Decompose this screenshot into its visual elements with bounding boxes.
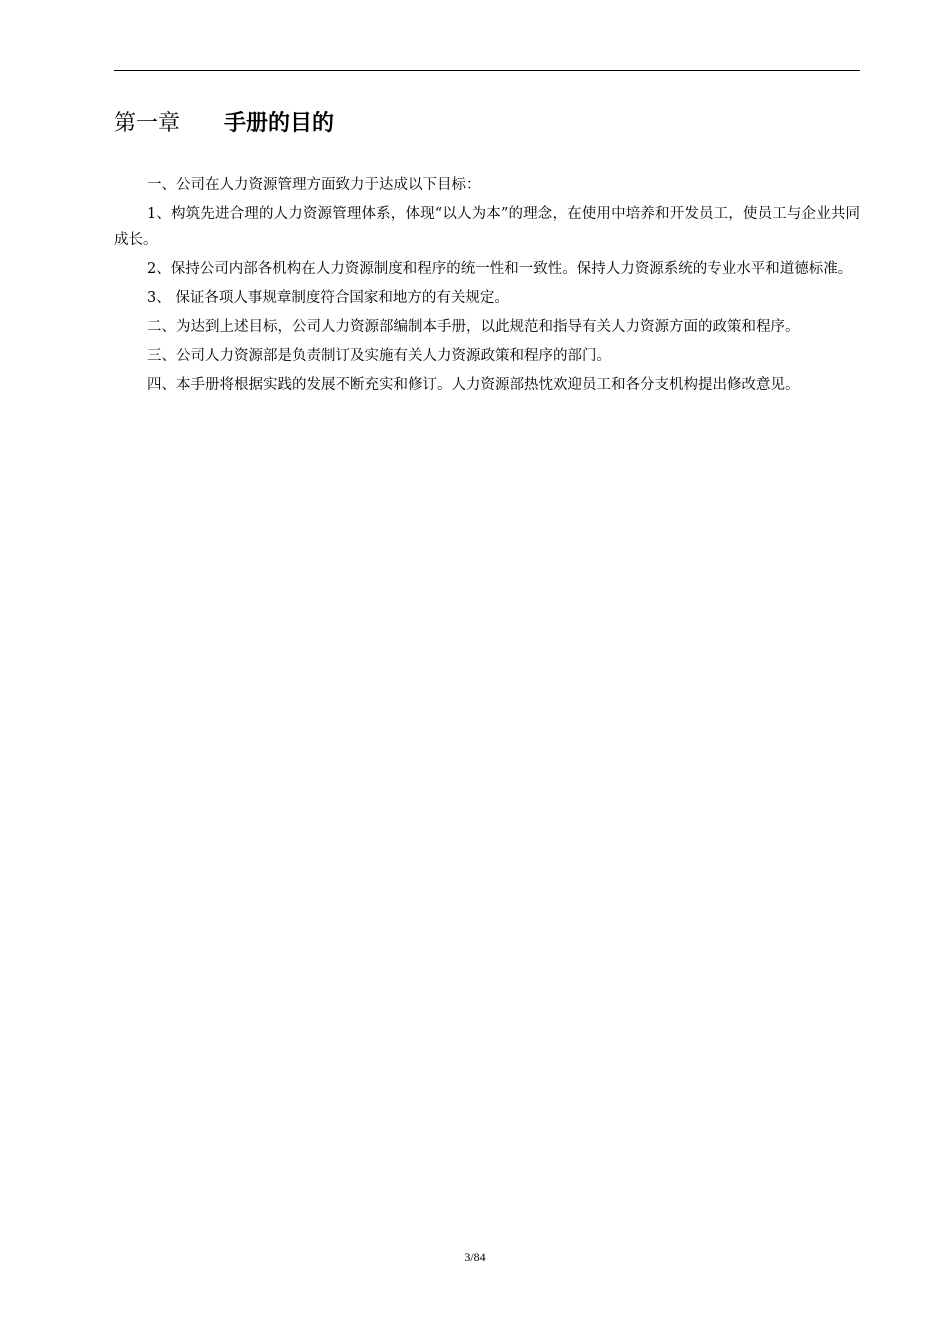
page-number: 3/84 bbox=[464, 1250, 486, 1264]
chapter-heading bbox=[114, 108, 334, 140]
paragraph-goal-1: 1、构筑先进合理的人力资源管理体系，体现“以人为本”的理念，在使用中培养和开发员工，使员工与企业共同成长。 bbox=[114, 206, 860, 248]
header-divider-line bbox=[114, 70, 860, 71]
paragraph-hr-responsibility: 三、公司人力资源部是负责制订及实施有关人力资源政策和程序的部门。 bbox=[147, 348, 611, 364]
paragraph-goal-2: 2、保持公司内部各机构在人力资源制度和程序的统一性和一致性。保持人力资源系统的专业水平和道德标准。 bbox=[147, 261, 853, 277]
chapter-title: 手册的目的 bbox=[224, 111, 335, 136]
chapter-number-label: 第一章 bbox=[114, 111, 181, 136]
paragraph-goals-intro: 一、公司在人力资源管理方面致力于达成以下目标： bbox=[147, 177, 481, 193]
paragraph-revision-feedback: 四、本手册将根据实践的发展不断充实和修订。人力资源部热忱欢迎员工和各分支机构提出修改意见。 bbox=[147, 377, 800, 393]
chapter-body bbox=[114, 172, 860, 401]
paragraph-goal-3: 3、 保证各项人事规章制度符合国家和地方的有关规定。 bbox=[147, 290, 509, 306]
paragraph-manual-purpose: 二、为达到上述目标，公司人力资源部编制本手册，以此规范和指导有关人力资源方面的政策和程序。 bbox=[147, 319, 800, 335]
